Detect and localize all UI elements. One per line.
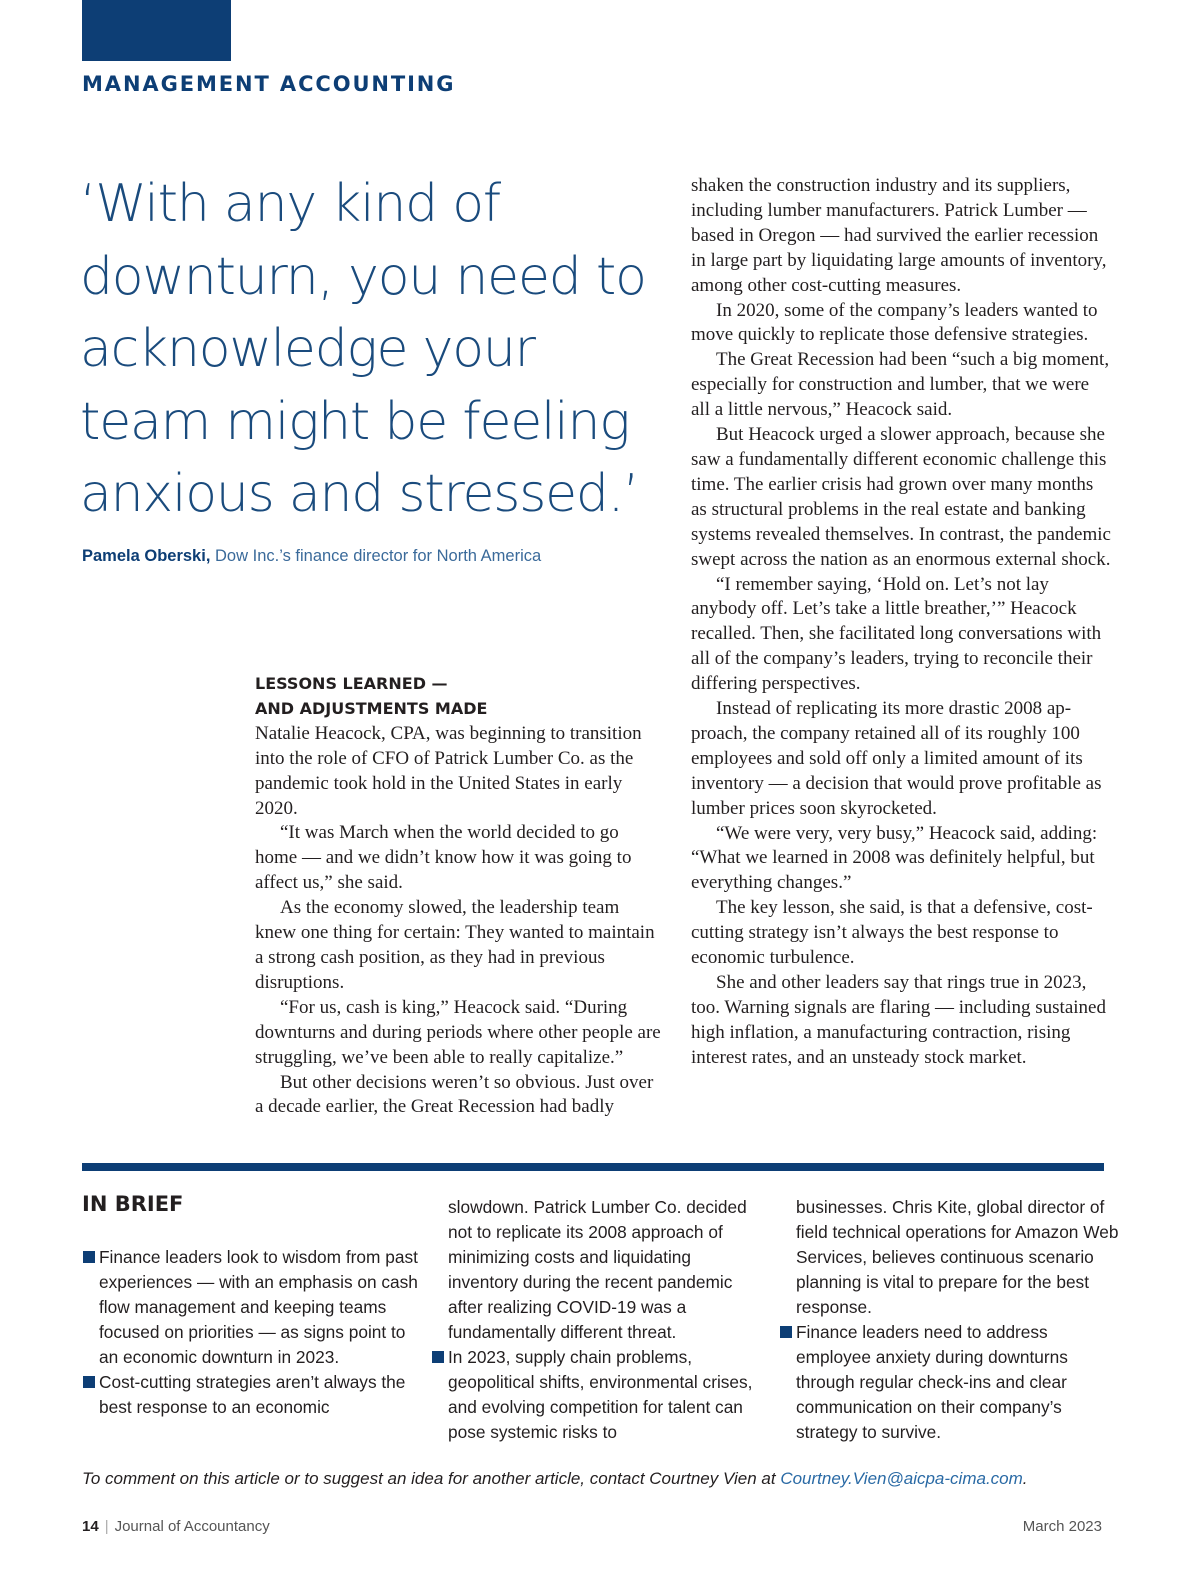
page-folio <box>82 1518 270 1535</box>
attribution-name: Pamela Oberski, <box>82 547 211 565</box>
paragraph: But other decisions weren’t so obvious. Just over a decade earlier, the Great Recession had badly <box>255 1071 654 1118</box>
paragraph: “It was March when the world decided to go home — and we didn’t know how it was going to affect us,” she said. <box>255 822 632 894</box>
paragraph: But Heacock urged a slower approach, because she saw a fundamentally different economic challenge this time. The earlier crisis had grown over many months as structural problems in the real estate and banking systems revealed themselves. In contrast, the pandemic swept across the nation as an enormous external shock. <box>691 424 1111 570</box>
contact-email-link[interactable]: Courtney.Vien@aicpa-cima.com <box>780 1469 1023 1488</box>
article-column-right <box>691 174 1111 1071</box>
in-brief-title: IN BRIEF <box>82 1192 184 1216</box>
paragraph: The key lesson, she said, is that a defensive, cost-cutting strategy isn’t always the best response to economic turbulence. <box>691 897 1093 969</box>
paragraph: shaken the construction industry and its suppliers, including lumber manufacturers. Patrick Lumber — based in Oregon — had survived the earlier recession in large part by liquidating large amounts of inventory, among other cost-cutting measures. <box>691 175 1107 296</box>
comment-note: To comment on this article or to suggest an idea for another article, contact Courtney Vien at Courtney.Vien@aicpa-cima.com. <box>82 1469 1028 1488</box>
folio-separator: | <box>104 1518 109 1535</box>
issue-date: March 2023 <box>1022 1518 1102 1535</box>
paragraph: “For us, cash is king,” Heacock said. “During downturns and during periods where other people are struggling, we’ve been able to really capitalize.” <box>255 996 661 1068</box>
brief-bullet: In 2023, supply chain problems, geopolitical shifts, environmental crises, and evolving competition for talent can pose systemic risks to <box>431 1345 761 1445</box>
article-column-middle <box>255 672 663 1120</box>
pull-quote: ‘With any kind of downturn, you need to acknowledge your team might be feeling anxious and stressed.’ <box>80 174 646 524</box>
brief-bullet-continued: slowdown. Patrick Lumber Co. decided not to replicate its 2008 approach of minimizing costs and liquidating inventory during the recent pandemic after realizing COVID-19 was a fundamentally different threat. <box>448 1197 747 1342</box>
header-color-block <box>82 0 231 61</box>
in-brief-column-2 <box>431 1195 761 1445</box>
brief-bullet: Cost-cutting strategies aren’t always the best response to an economic <box>82 1370 422 1420</box>
brief-bullet-continued: businesses. Chris Kite, global director of field technical operations for Amazon Web Services, believes continuous scenario planning is vital to prepare for the best response. <box>796 1197 1119 1317</box>
paragraph: As the economy slowed, the leadership team knew one thing for certain: They wanted to maintain a strong cash position, as they had in previous disruptions. <box>255 897 655 993</box>
publication-name: Journal of Accountancy <box>114 1518 270 1535</box>
in-brief-divider <box>82 1163 1104 1171</box>
paragraph: “We were very, very busy,” Heacock said, adding: “What we learned in 2008 was definitely helpful, but everything changes.” <box>691 822 1098 894</box>
paragraph: Instead of replicating its more drastic 2008 approach, the company retained all of its roughly 100 employees and sold off only a limited amount of its inventory — a decision that would prove profitable as lumber prices soon skyrocketed. <box>691 698 1102 819</box>
paragraph: Natalie Heacock, CPA, was beginning to transition into the role of CFO of Patrick Lumber Co. as the pandemic took hold in the United States in early 2020. <box>255 722 642 819</box>
paragraph: She and other leaders say that rings true in 2023, too. Warning signals are flaring — including sustained high inflation, a manufacturing contraction, rising interest rates, and an unsteady stock market. <box>691 972 1106 1068</box>
attribution-title: Dow Inc.’s finance director for North America <box>215 547 542 565</box>
square-bullet-icon <box>83 1376 95 1388</box>
brief-bullet: Finance leaders look to wisdom from past experiences — with an emphasis on cash flow management and keeping teams focused on priorities — as signs point to an economic downturn in 2023. <box>82 1245 422 1370</box>
paragraph: The Great Recession had been “such a big moment, especially for construction and lumber, that we were all a little nervous,” Heacock said. <box>691 349 1110 421</box>
quote-attribution <box>82 547 541 566</box>
brief-bullet: Finance leaders need to address employee anxiety during downturns through regular check-ins and clear communication on their company’s strategy to survive. <box>779 1320 1119 1445</box>
square-bullet-icon <box>780 1326 792 1338</box>
subhead: LESSONS LEARNED — AND ADJUSTMENTS MADE <box>255 674 488 718</box>
paragraph: In 2020, some of the company’s leaders wanted to move quickly to replicate those defensive strategies. <box>691 299 1098 346</box>
paragraph: “I remember saying, ‘Hold on. Let’s not lay anybody off. Let’s take a little breather,’” Heacock recalled. Then, she facilitated long conversations with all of the company’s leaders, trying to reconcile their differing perspectives. <box>691 573 1102 695</box>
in-brief-column-1 <box>82 1245 422 1420</box>
section-label: MANAGEMENT ACCOUNTING <box>82 72 456 96</box>
square-bullet-icon <box>83 1251 95 1263</box>
square-bullet-icon <box>432 1351 444 1363</box>
page-number: 14 <box>82 1518 99 1535</box>
in-brief-column-3 <box>779 1195 1119 1445</box>
